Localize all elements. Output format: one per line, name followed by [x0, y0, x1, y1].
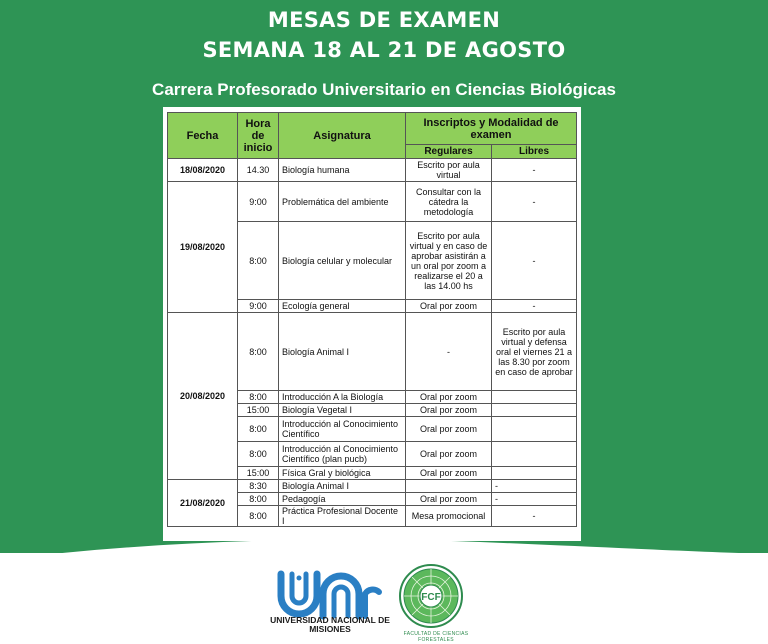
time-cell: 8:00 — [238, 493, 279, 506]
date-cell: 19/08/2020 — [168, 182, 238, 313]
subject-cell: Biología celular y molecular — [279, 222, 406, 300]
libres-cell: Escrito por aula virtual y defensa oral el viernes 21 a las 8.30 por zoom en caso de aprobar — [492, 313, 577, 391]
subject-cell: Biología Animal I — [279, 480, 406, 493]
regulares-cell: Escrito por aula virtual y en caso de aprobar asistirán a un oral por zoom a realizarse el 20 a las 14.00 hs — [406, 222, 492, 300]
regulares-cell: Oral por zoom — [406, 404, 492, 417]
table-row — [168, 480, 577, 493]
regulares-cell: Oral por zoom — [406, 442, 492, 467]
time-cell: 15:00 — [238, 467, 279, 480]
regulares-cell: Consultar con la cátedra la metodología — [406, 182, 492, 222]
time-cell: 8:30 — [238, 480, 279, 493]
subject-cell: Física Gral y biológica — [279, 467, 406, 480]
date-cell: 21/08/2020 — [168, 480, 238, 527]
subject-cell: Introducción al Conocimiento Científico (plan pucb) — [279, 442, 406, 467]
libres-cell — [492, 404, 577, 417]
regulares-cell: - — [406, 313, 492, 391]
header-hora: Hora de inicio — [238, 113, 279, 159]
title-line-1: MESAS DE EXAMEN — [267, 8, 501, 32]
subtitle: Carrera Profesorado Universitario en Ciencias Biológicas — [152, 80, 616, 99]
time-cell: 8:00 — [238, 391, 279, 404]
libres-cell: - — [492, 182, 577, 222]
exam-schedule-table — [167, 112, 577, 527]
header-libres: Libres — [492, 145, 577, 159]
libres-cell: - — [492, 506, 577, 527]
libres-cell — [492, 467, 577, 480]
libres-cell — [492, 442, 577, 467]
time-cell: 15:00 — [238, 404, 279, 417]
libres-cell: - — [492, 222, 577, 300]
title-line-2: SEMANA 18 AL 21 DE AGOSTO — [202, 38, 566, 62]
subject-cell: Biología humana — [279, 159, 406, 182]
subject-cell: Biología Vegetal I — [279, 404, 406, 417]
subject-cell: Introducción al Conocimiento Científico — [279, 417, 406, 442]
libres-cell — [492, 391, 577, 404]
table-row — [168, 182, 577, 222]
libres-cell — [492, 417, 577, 442]
regulares-cell: Oral por zoom — [406, 467, 492, 480]
table-row — [168, 159, 577, 182]
time-cell: 14.30 — [238, 159, 279, 182]
header-inscriptos: Inscriptos y Modalidad de examen — [406, 113, 577, 145]
subject-cell: Introducción A la Biología — [279, 391, 406, 404]
time-cell: 8:00 — [238, 506, 279, 527]
libres-cell: - — [492, 159, 577, 182]
regulares-cell: Oral por zoom — [406, 300, 492, 313]
time-cell: 9:00 — [238, 182, 279, 222]
time-cell: 9:00 — [238, 300, 279, 313]
regulares-cell: Oral por zoom — [406, 493, 492, 506]
subject-cell: Problemática del ambiente — [279, 182, 406, 222]
time-cell: 8:00 — [238, 313, 279, 391]
header-regulares: Regulares — [406, 145, 492, 159]
date-cell: 20/08/2020 — [168, 313, 238, 480]
libres-cell: - — [492, 493, 577, 506]
schedule-card — [163, 107, 581, 541]
regulares-cell: Mesa promocional — [406, 506, 492, 527]
wave-divider — [0, 534, 768, 574]
time-cell: 8:00 — [238, 417, 279, 442]
fcf-logo-text: FCF — [421, 592, 441, 603]
date-cell: 18/08/2020 — [168, 159, 238, 182]
subject-cell: Práctica Profesional Docente I — [279, 506, 406, 527]
regulares-cell: Oral por zoom — [406, 417, 492, 442]
libres-cell: - — [492, 300, 577, 313]
unm-name: UNIVERSIDAD NACIONAL DE MISIONES — [270, 615, 390, 634]
regulares-cell: Escrito por aula virtual — [406, 159, 492, 182]
time-cell: 8:00 — [238, 222, 279, 300]
subject-cell: Pedagogía — [279, 493, 406, 506]
fcf-logo-icon — [398, 563, 464, 629]
subject-cell: Biología Animal I — [279, 313, 406, 391]
header-asignatura: Asignatura — [279, 113, 406, 159]
subject-cell: Ecología general — [279, 300, 406, 313]
libres-cell: - — [492, 480, 577, 493]
table-row — [168, 313, 577, 391]
time-cell: 8:00 — [238, 442, 279, 467]
header-fecha: Fecha — [168, 113, 238, 159]
regulares-cell — [406, 480, 492, 493]
regulares-cell: Oral por zoom — [406, 391, 492, 404]
fcf-name: FACULTAD DE CIENCIAS FORESTALES — [403, 631, 469, 643]
